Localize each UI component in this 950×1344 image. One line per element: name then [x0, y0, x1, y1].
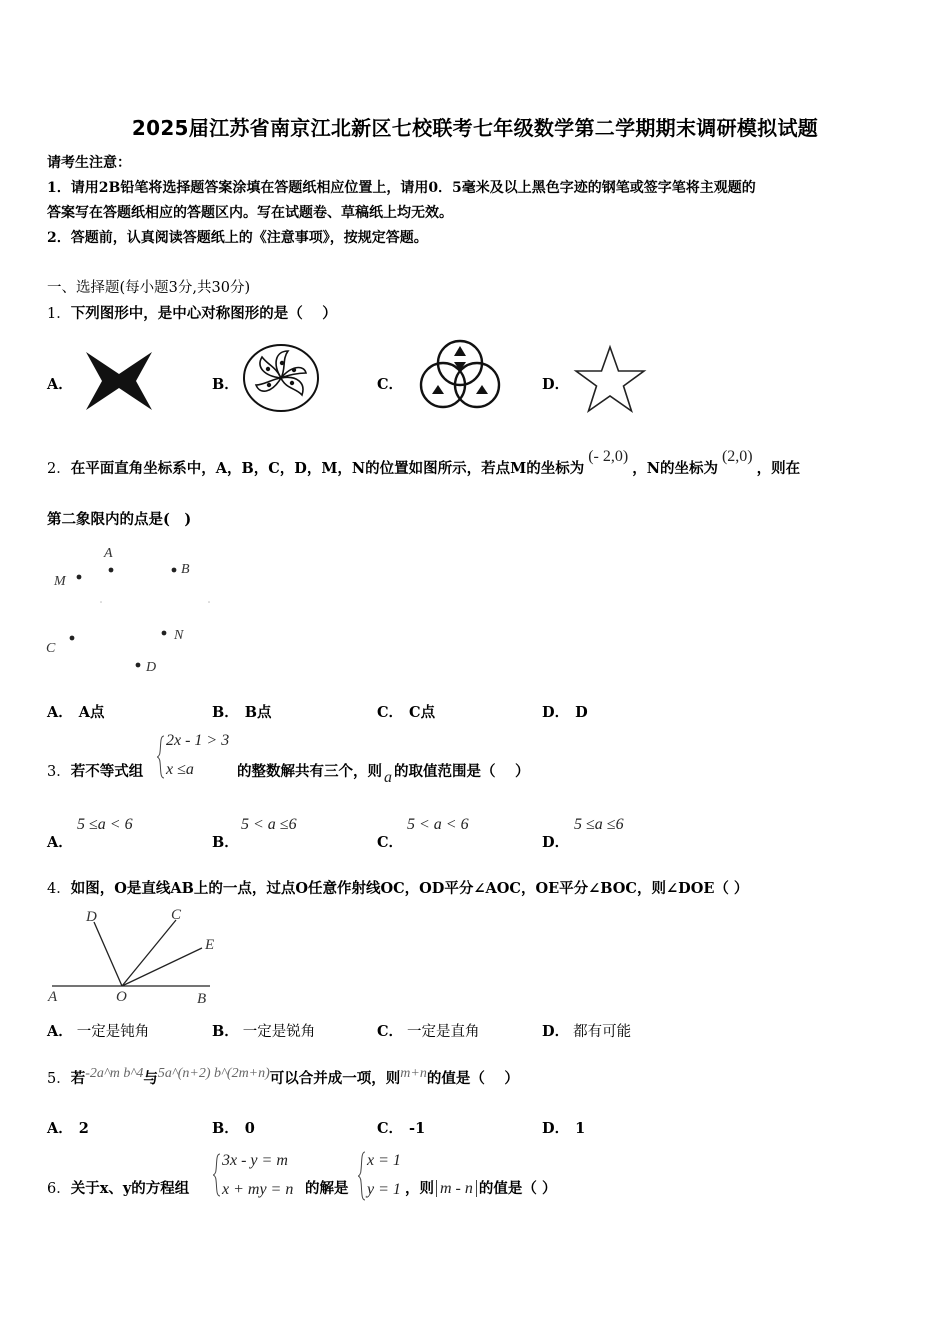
variable-a: a	[384, 769, 392, 786]
section-heading: 一、选择题(每小题3分,共30分)	[47, 280, 251, 296]
option-text: 一定是锐角	[242, 1024, 316, 1040]
q3-option-a-value: 5 ≤a < 6	[77, 816, 133, 833]
coordinate-points-figure	[44, 540, 219, 680]
q4-option-d[interactable]	[542, 1020, 631, 1041]
question-number: 2．	[47, 461, 71, 477]
point-label-b: B	[181, 562, 190, 577]
q2-option-a[interactable]	[47, 701, 105, 722]
question-stem-cont-2: 可以合并成一项，则	[269, 1070, 401, 1087]
triquetra-figure	[414, 336, 506, 410]
faint-axis-dot	[100, 601, 102, 603]
question-number: 6．	[47, 1181, 71, 1197]
q5-option-d[interactable]	[542, 1117, 585, 1138]
label-a: A	[48, 989, 58, 1005]
label-c: C	[171, 907, 182, 923]
question-stem: 下列图形中，是中心对称图形的是（ ）	[70, 305, 337, 322]
option-letter: B．	[212, 704, 239, 721]
q1-option-c[interactable]: C．	[377, 376, 404, 393]
solution-2: y = 1	[367, 1181, 401, 1198]
point-c	[70, 636, 75, 641]
q5-option-c[interactable]	[377, 1117, 425, 1138]
bowtie-star-figure	[84, 350, 154, 412]
question-4	[47, 877, 748, 898]
point-m	[77, 575, 82, 580]
equation-2: x + my = n	[222, 1181, 294, 1198]
option-letter: D．	[542, 1120, 570, 1137]
option-letter: B．	[212, 1120, 239, 1137]
point-label-m: M	[54, 574, 66, 589]
faint-axis-dot	[208, 601, 210, 603]
question-3-cont	[237, 760, 530, 786]
notice-item-1-line-1: 1．请用2B铅笔将选择题答案涂填在答题纸相应位置上，请用0．5毫米及以上黑色字迹的钢笔或签字笔将主观题的	[47, 180, 756, 196]
left-brace-icon	[156, 734, 166, 780]
inequality-2: x ≤a	[166, 761, 194, 778]
star-figure	[572, 344, 648, 414]
option-text: 一定是钝角	[76, 1024, 150, 1040]
question-2-line-2: 第二象限内的点是( )	[47, 511, 192, 528]
point-label-d: D	[146, 660, 157, 675]
option-letter: C．	[377, 1120, 404, 1137]
question-stem: 若	[70, 1070, 86, 1087]
option-text: 一定是直角	[407, 1024, 480, 1040]
q3-option-b[interactable]: B．	[212, 834, 239, 851]
option-text: C点	[409, 704, 436, 721]
option-text: 0	[244, 1120, 255, 1137]
question-number: 4．	[47, 881, 71, 897]
q2-option-b[interactable]	[212, 701, 272, 722]
notice-heading: 请考生注意：	[47, 155, 131, 171]
question-stem-cont: 与	[143, 1070, 158, 1087]
question-6	[47, 1177, 189, 1198]
angle-rays-figure	[44, 902, 224, 1006]
question-stem-end: 的取值范围是（ ）	[394, 763, 530, 780]
q1-option-d[interactable]: D．	[542, 376, 570, 393]
m-coordinate: (- 2,0)	[588, 448, 629, 465]
equation-1: 3x - y = m	[222, 1152, 288, 1169]
q3-option-c[interactable]: C．	[377, 834, 404, 851]
point-b	[172, 568, 177, 573]
bauhinia-emblem-figure	[242, 343, 320, 413]
question-stem: 关于x、y的方程组	[70, 1180, 190, 1197]
q3-option-b-value: 5 < a ≤6	[241, 816, 297, 833]
q1-option-a[interactable]: A．	[47, 376, 73, 393]
point-label-n: N	[174, 628, 184, 643]
question-stem-cont: 的整数解共有三个，则	[237, 763, 382, 780]
question-stem: 如图，O是直线AB上的一点，过点O任意作射线OC，OD平分∠AOC，OE平分∠BOC，则∠DOE（ ）	[70, 880, 749, 897]
point-n	[162, 631, 167, 636]
left-brace-icon	[212, 1152, 222, 1198]
option-letter: A．	[47, 704, 73, 721]
label-d: D	[86, 909, 97, 925]
option-letter: D．	[542, 1023, 570, 1040]
question-stem: 在平面直角坐标系中，A，B，C，D，M，N的位置如图所示，若点M的坐标为	[70, 460, 585, 477]
q1-option-b[interactable]: B．	[212, 376, 239, 393]
label-o: O	[116, 989, 127, 1005]
label-b: B	[197, 991, 207, 1006]
question-number: 3．	[47, 764, 71, 780]
point-d	[136, 663, 141, 668]
point-a	[109, 568, 114, 573]
question-1	[47, 302, 337, 323]
question-stem-cont: ，N的坐标为	[632, 460, 718, 477]
option-text: 2	[78, 1120, 89, 1137]
question-2	[47, 448, 801, 478]
option-letter: A．	[47, 1120, 73, 1137]
question-number: 5．	[47, 1071, 71, 1087]
option-letter: D．	[542, 704, 570, 721]
option-text: 1	[575, 1120, 586, 1137]
sum-expression: m+n	[400, 1066, 427, 1081]
q3-option-c-value: 5 < a < 6	[407, 816, 469, 833]
point-label-a: A	[104, 546, 113, 561]
question-stem-end: 的值是（ ）	[426, 1070, 519, 1087]
term-2: 5a^(n+2) b^(2m+n)	[157, 1066, 270, 1081]
option-letter: A．	[47, 1023, 73, 1040]
option-text: B点	[244, 704, 272, 721]
option-letter: C．	[377, 704, 404, 721]
question-number: 1．	[47, 306, 71, 322]
q3-option-d-value: 5 ≤a ≤6	[574, 816, 624, 833]
question-stem-end: 的值是（ ）	[478, 1180, 557, 1197]
absolute-value-expression: m - n	[436, 1180, 477, 1197]
label-e: E	[205, 937, 215, 953]
q5-option-b[interactable]	[212, 1117, 255, 1138]
q2-option-d[interactable]	[542, 701, 588, 722]
option-letter: B．	[212, 1023, 239, 1040]
inequality-1: 2x - 1 > 3	[166, 732, 230, 749]
question-stem-end: ，则在	[756, 460, 801, 477]
notice-item-1-line-2: 答案写在答题纸相应的答题区内。写在试题卷、草稿纸上均无效。	[47, 205, 453, 221]
solution-1: x = 1	[367, 1152, 401, 1169]
notice-item-2: 2．答题前，认真阅读答题纸上的《注意事项》，按规定答题。	[47, 230, 428, 246]
question-stem: 若不等式组	[70, 763, 144, 780]
q5-option-a[interactable]	[47, 1117, 89, 1138]
q3-option-a[interactable]: A．	[47, 834, 73, 851]
page-title: 2025届江苏省南京江北新区七校联考七年级数学第二学期期末调研模拟试题	[131, 116, 819, 140]
term-1: -2a^m b^4	[85, 1066, 144, 1081]
question-3	[47, 760, 143, 781]
question-stem-cont: ，则	[405, 1180, 434, 1197]
option-text: D	[575, 704, 588, 721]
q4-option-a[interactable]	[47, 1020, 149, 1041]
q2-option-c[interactable]	[377, 701, 435, 722]
option-letter: C．	[377, 1023, 404, 1040]
question-6-cont: 的解是	[305, 1180, 349, 1197]
option-text: A点	[78, 704, 105, 721]
point-label-c: C	[46, 641, 56, 656]
n-coordinate: (2,0)	[721, 448, 753, 465]
q4-option-c[interactable]	[377, 1020, 480, 1041]
q3-option-d[interactable]: D．	[542, 834, 570, 851]
q4-option-b[interactable]	[212, 1020, 315, 1041]
question-5	[47, 1067, 519, 1088]
option-text: 都有可能	[573, 1024, 632, 1040]
option-text: -1	[409, 1120, 426, 1137]
solution-brace-icon	[357, 1150, 367, 1202]
question-6-end	[405, 1177, 556, 1198]
